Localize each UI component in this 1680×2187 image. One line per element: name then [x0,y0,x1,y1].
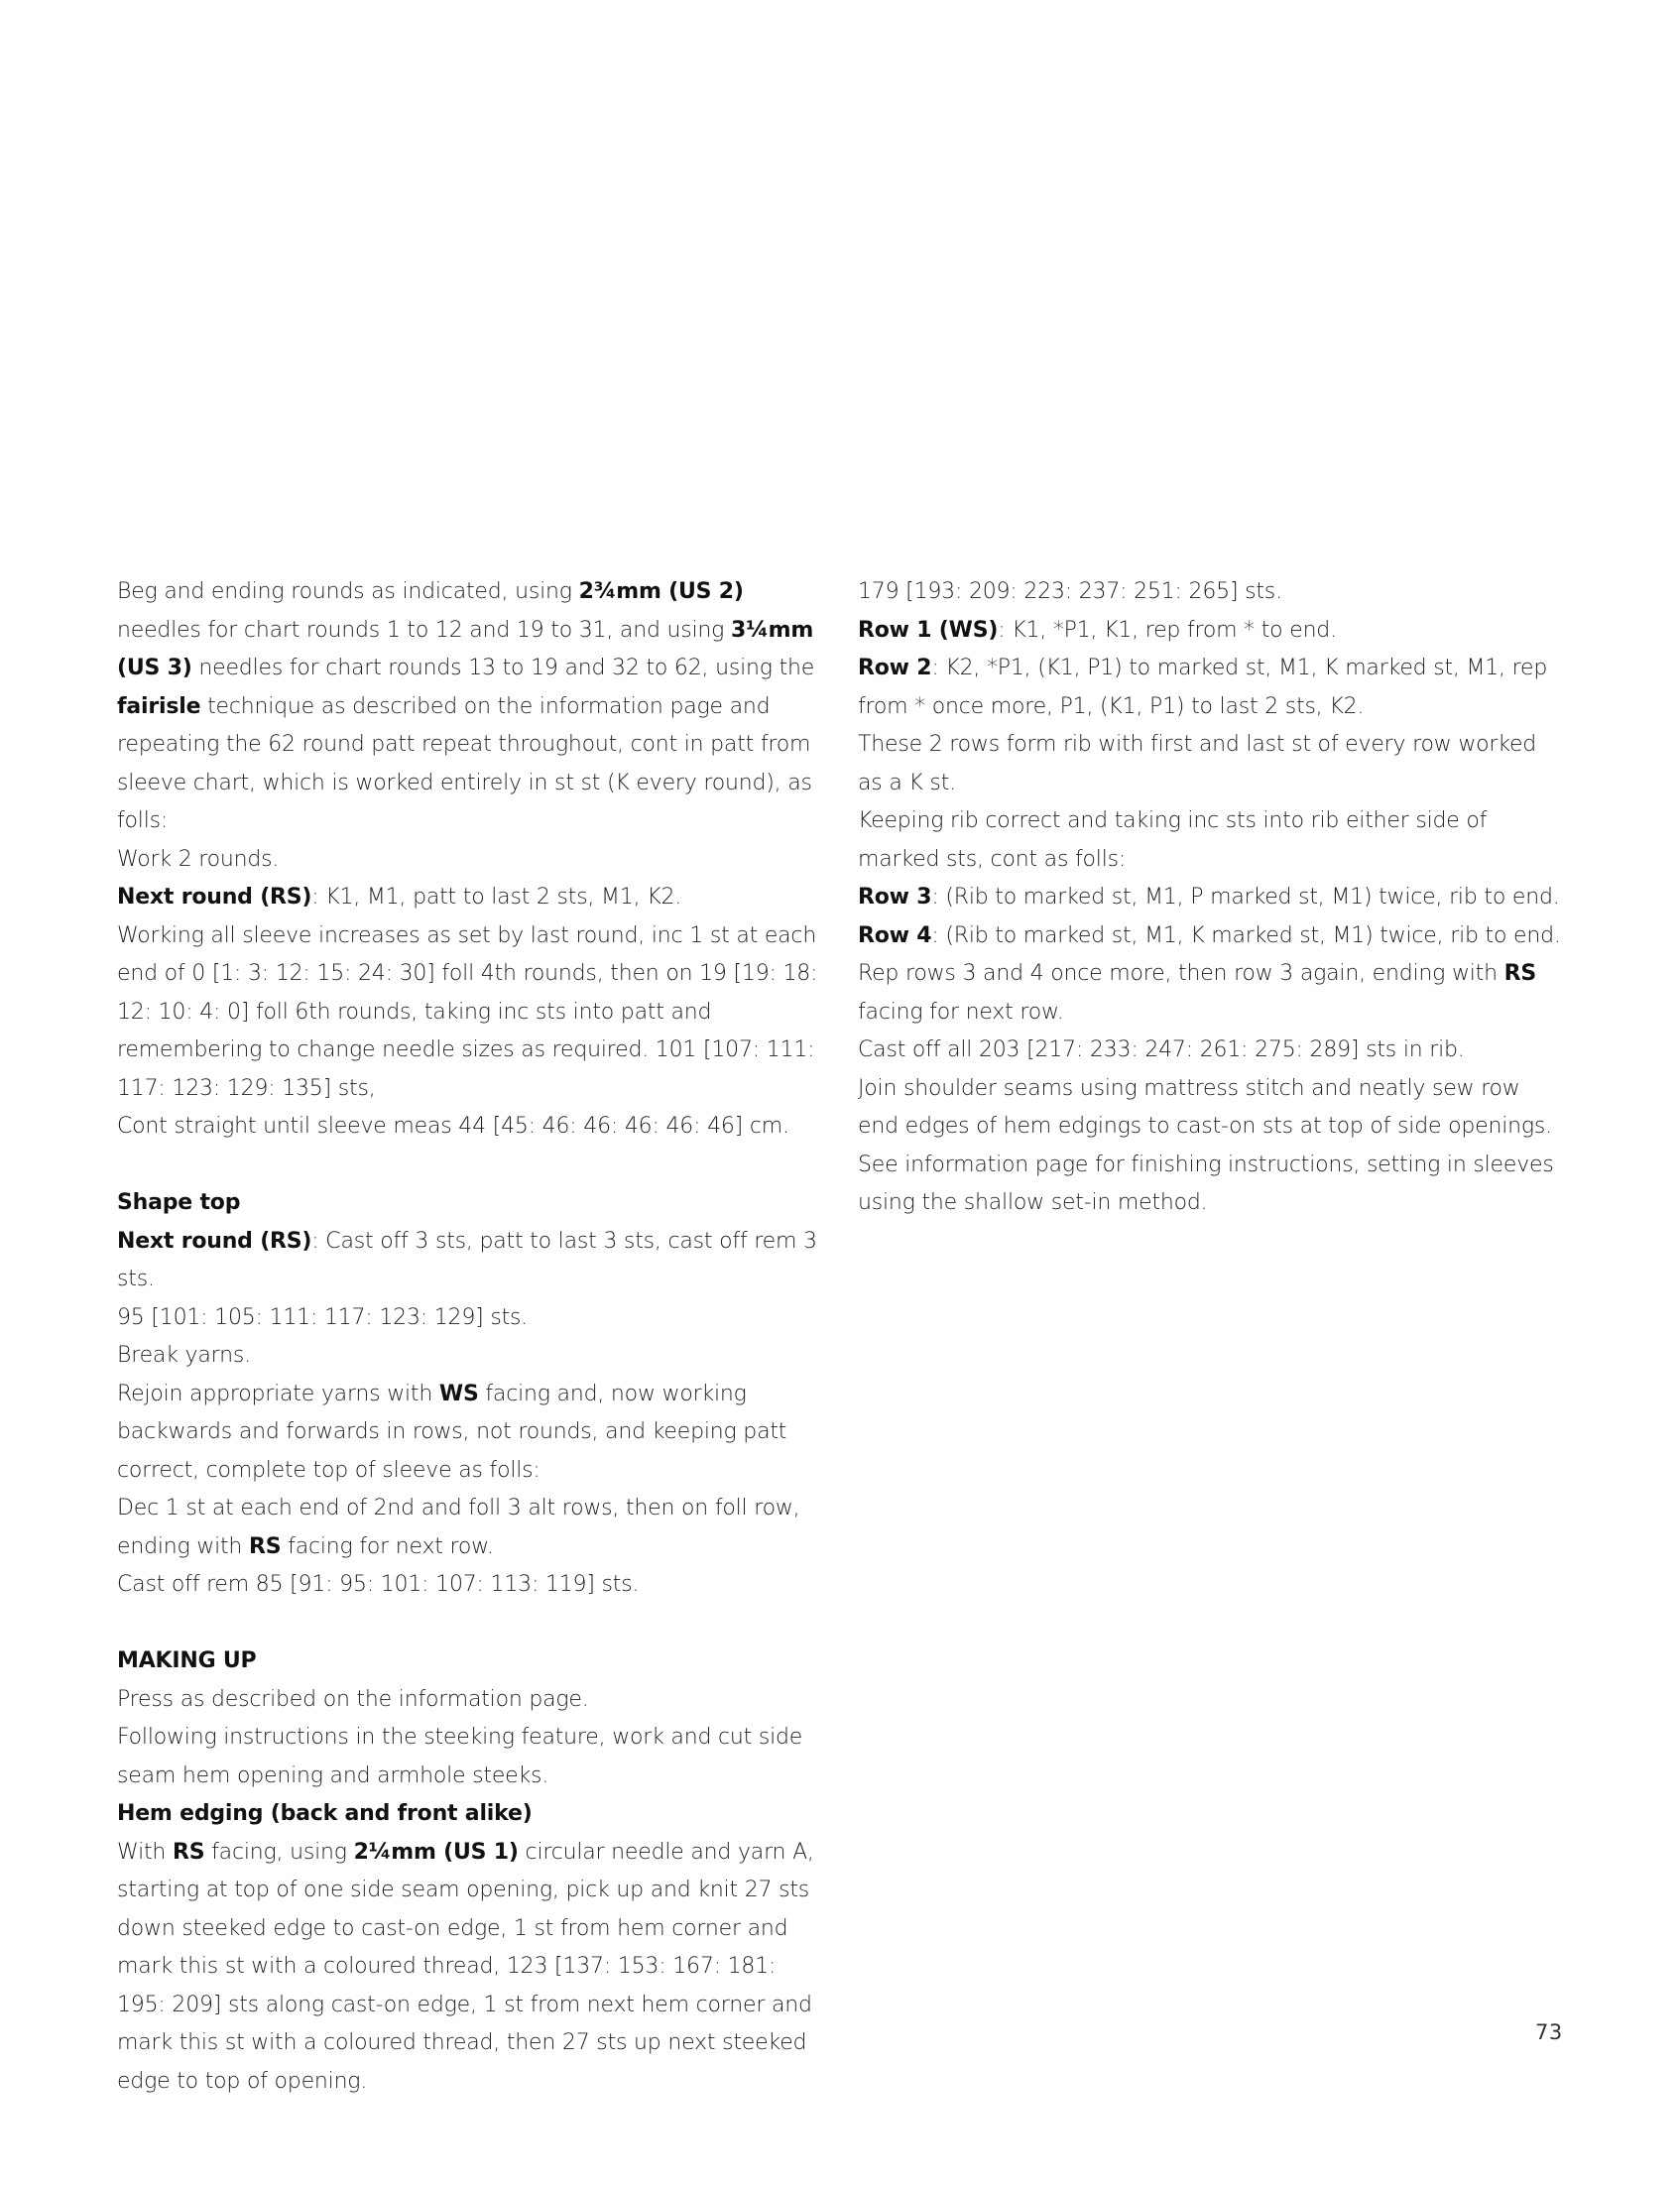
left-column [117,573,823,2101]
paragraph-work-rounds: Work 2 rounds. [117,846,280,872]
paragraph-stitch-total: 179 [193: 209: 223: 237: 251: 265] sts. [858,579,1282,604]
paragraph-rep-rows: Rep rows 3 and 4 once more, then row 3 again, ending with RS facing for next row. [858,961,1537,1025]
heading-hem-edging: Hem edging (back and front alike) [117,1801,533,1826]
paragraph-shoulder-seams: Join shoulder seams using mattress stitch and neatly sew row end edges of hem edgings to cast-on sts at top of side openings. [858,1075,1552,1139]
heading-shape-top: Shape top [117,1190,241,1215]
paragraph-next-round-cast-off: Next round (RS): Cast off 3 sts, patt to last 3 sts, cast off rem 3 sts. [117,1228,817,1291]
paragraph-press: Press as described on the information page. [117,1686,589,1712]
paragraph-finishing: See information page for finishing instructions, setting in sleeves using the shallow set-in method. [858,1152,1554,1215]
paragraph-keeping-rib: Keeping rib correct and taking inc sts into rib either side of marked sts, cont as folls: [858,808,1488,872]
paragraph-chart-instructions: Beg and ending rounds as indicated, using 2¾mm (US 2) needles for chart rounds 1 to 12 and 19 to 31, and using 3¼mm (US 3) needles for chart rounds 13 to 19 and 32 to 62, using the fairisle technique as described on the information page and repeating the 62 round patt repeat throughout, cont in patt from sleeve chart, which is worked entirely in st st (K every round), as folls: [117,579,815,833]
spacer [117,1605,823,1643]
paragraph-steeking: Following instructions in the steeking feature, work and cut side seam hem opening and armhole steeks. [117,1725,803,1788]
paragraph-row-3: Row 3: (Rib to marked st, M1, P marked st, M1) twice, rib to end. [858,885,1560,910]
paragraph-hem-edging: With RS facing, using 2¼mm (US 1) circular needle and yarn A, starting at top of one side seam opening, pick up and knit 27 sts down steeked edge to cast-on edge, 1 st from hem corner and mark this st with a coloured thread, 123 [137: 153: 167: 181: 195: 209] sts along cast-on edge, 1 st from next hem corner and mark this st with a coloured thread, then 27 sts up next steeked edge to top of opening. [117,1839,814,2094]
paragraph-cont-straight: Cont straight until sleeve meas 44 [45: 46: 46: 46: 46: 46] cm. [117,1114,789,1139]
spacer [117,1147,823,1185]
paragraph-stitch-count: 95 [101: 105: 111: 117: 123: 129] sts. [117,1304,529,1330]
paragraph-decrease: Dec 1 st at each end of 2nd and foll 3 alt rows, then on foll row, ending with RS facing for next row. [117,1496,800,1559]
paragraph-cast-off-rib: Cast off all 203 [217: 233: 247: 261: 275: 289] sts in rib. [858,1037,1465,1062]
paragraph-sleeve-increases: Working all sleeve increases as set by last round, inc 1 st at each end of 0 [1: 3: 12: 15: 24: 30] foll 4th rounds, then on 19 [19: 18: 12: 10: 4: 0] foll 6th rounds, taking inc sts into patt and remembering to change needle sizes as required. 101 [107: 111: 117: 123: 129: 135] sts, [117,922,818,1101]
paragraph-row-4: Row 4: (Rib to marked st, M1, K marked st, M1) twice, rib to end. [858,922,1561,948]
paragraph-next-round: Next round (RS): K1, M1, patt to last 2 sts, M1, K2. [117,885,682,910]
paragraph-cast-off-rem: Cast off rem 85 [91: 95: 101: 107: 113: 119] sts. [117,1572,640,1597]
heading-making-up: MAKING UP [117,1648,257,1673]
page-number: 73 [1535,2020,1563,2044]
paragraph-row-2: Row 2: K2, *P1, (K1, P1) to marked st, M1, K marked st, M1, rep from * once more, P1, (K1, P1) to last 2 sts, K2. [858,656,1548,719]
paragraph-rib-note: These 2 rows form rib with first and last st of every row worked as a K st. [858,732,1537,795]
paragraph-row-1: Row 1 (WS): K1, *P1, K1, rep from * to end. [858,617,1337,643]
paragraph-break-yarns: Break yarns. [117,1343,251,1368]
paragraph-rejoin-yarns: Rejoin appropriate yarns with WS facing and, now working backwards and forwards in rows, not rounds, and keeping patt correct, complete top of sleeve as folls: [117,1381,787,1483]
right-column [858,573,1562,1223]
